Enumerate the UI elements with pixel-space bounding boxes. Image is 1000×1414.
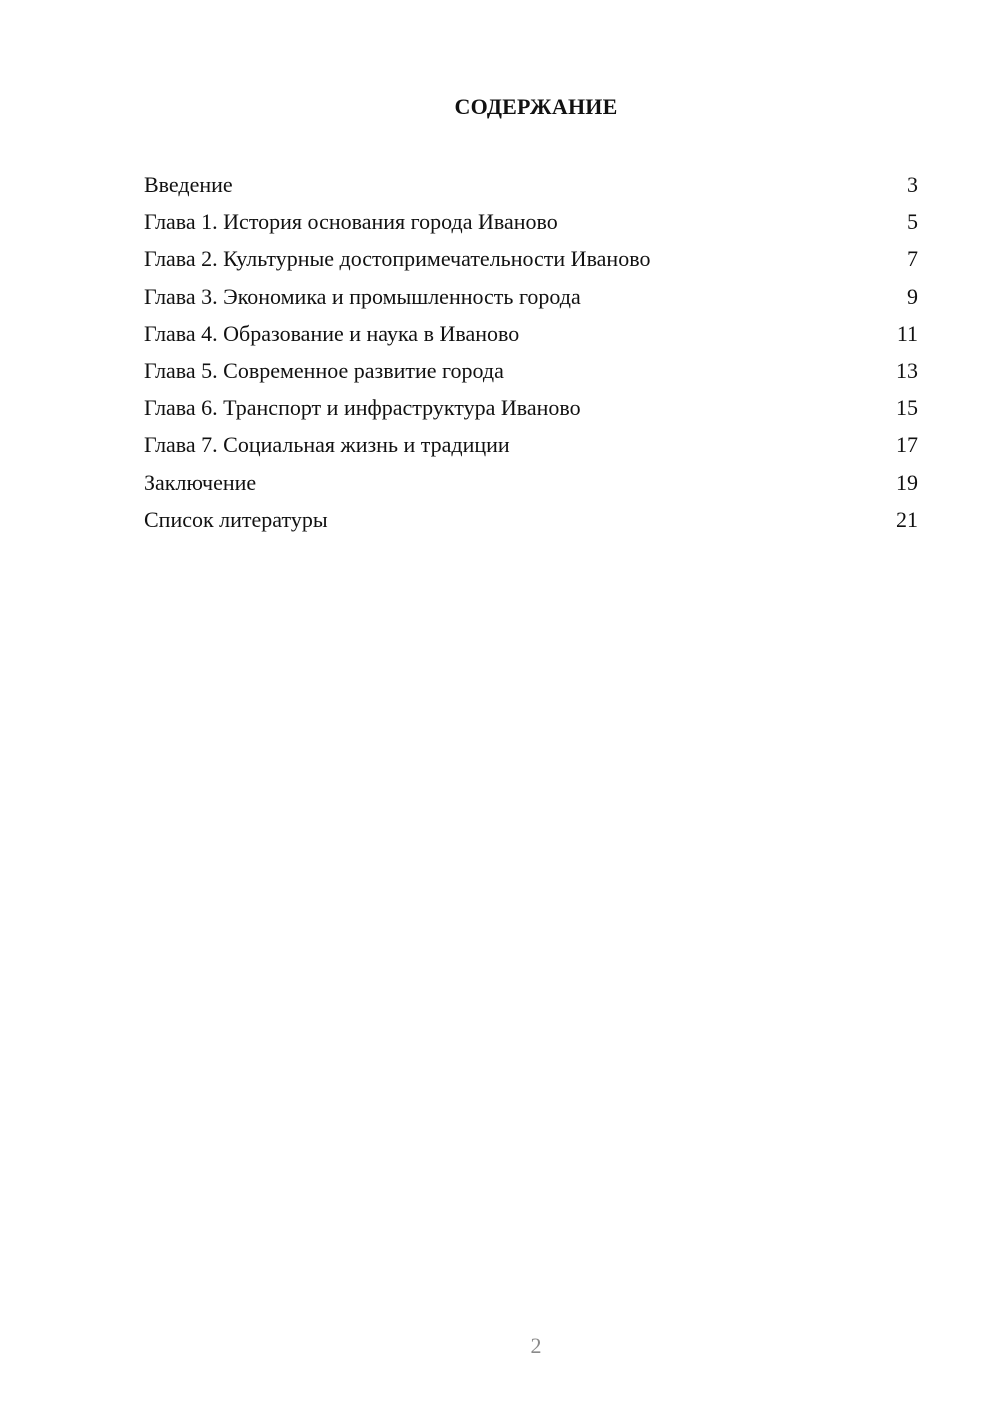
toc-entry-page: 19 — [896, 469, 918, 495]
toc-entry-page: 3 — [907, 172, 918, 197]
page-number: 2 — [530, 1333, 542, 1358]
toc-entry-chapter-4 — [144, 318, 918, 355]
toc-entry-page: 13 — [896, 357, 918, 383]
toc-entry-chapter-2 — [144, 243, 918, 280]
toc-entry-conclusion — [144, 467, 918, 504]
toc-entry-page: 9 — [907, 283, 918, 309]
toc-entry-chapter-5 — [144, 355, 918, 392]
toc-heading: СОДЕРЖАНИЕ — [454, 94, 618, 119]
toc-entry-page: 11 — [896, 320, 918, 346]
toc-entry-introduction — [144, 169, 918, 206]
toc-entry-page: 5 — [907, 209, 918, 235]
toc-entry-page: 7 — [907, 246, 918, 272]
toc-entry-label: Глава 7. Социальная жизнь и традиции — [144, 432, 510, 458]
toc-entry-chapter-7 — [144, 429, 918, 466]
toc-entry-label: Глава 4. Образование и наука в Иваново — [144, 320, 520, 346]
toc-entry-chapter-3 — [144, 281, 918, 318]
toc-entry-label: Заключение — [144, 469, 257, 495]
toc-entry-page: 15 — [896, 395, 918, 421]
toc-entry-label: Список литературы — [144, 506, 328, 532]
toc-entry-label: Глава 1. История основания города Иваново — [144, 209, 558, 235]
toc-entry-bibliography — [144, 504, 918, 541]
toc-entry-label: Глава 3. Экономика и промышленность города — [144, 283, 581, 309]
toc-entry-chapter-6 — [144, 392, 918, 429]
toc-entry-page: 17 — [896, 432, 918, 458]
table-of-contents — [144, 169, 918, 541]
toc-entry-page: 21 — [896, 506, 918, 532]
toc-entry-label: Глава 6. Транспорт и инфраструктура Иваново — [144, 395, 581, 421]
toc-entry-label: Введение — [144, 172, 233, 197]
toc-entry-label: Глава 5. Современное развитие города — [144, 357, 504, 383]
toc-entry-label: Глава 2. Культурные достопримечательности Иваново — [144, 246, 651, 272]
toc-entry-chapter-1 — [144, 206, 918, 243]
